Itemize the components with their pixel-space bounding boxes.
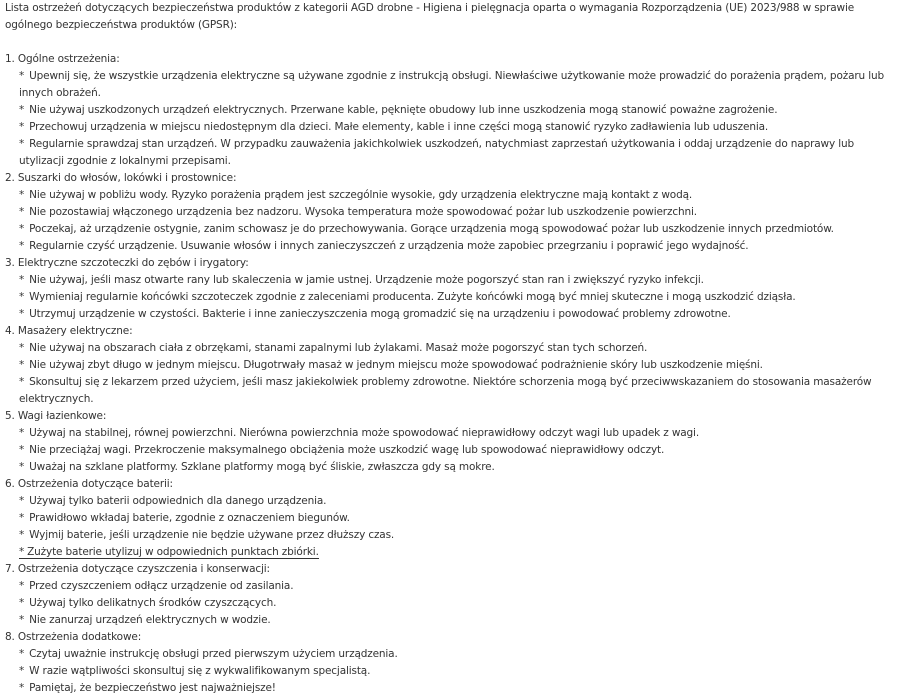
list-item [5, 204, 891, 221]
list-item-text: Prawidłowo wkładaj baterie, zgodnie z oznaczeniem biegunów. [29, 512, 350, 524]
bullet-asterisk: * [19, 461, 25, 473]
list-item-text: W razie wątpliwości skonsultuj się z wykwalifikowanym specjalistą. [29, 665, 371, 677]
bullet-asterisk: * [19, 597, 25, 609]
bullet-asterisk: * [19, 342, 25, 354]
list-item [5, 459, 891, 476]
list-item-text: Czytaj uważnie instrukcję obsługi przed pierwszym użyciem urządzenia. [29, 648, 398, 660]
bullet-asterisk: * [19, 665, 25, 677]
list-item-text: Nie używaj uszkodzonych urządzeń elektrycznych. Przerwane kable, pęknięte obudowy lub inne uszkodzenia mogą stanowić poważne zagrożenie. [29, 104, 778, 116]
bullet-asterisk: * [19, 121, 25, 133]
list-item-text: Przechowuj urządzenia w miejscu niedostępnym dla dzieci. Małe elementy, kable i inne części mogą stanowić ryzyko zadławienia lub uduszenia. [29, 121, 769, 133]
bullet-asterisk: * [19, 104, 25, 116]
list-item-text: Regularnie sprawdzaj stan urządzeń. W przypadku zauważenia jakichkolwiek uszkodzeń, natychmiast zaprzestań użytkowania i oddaj urządzenie do naprawy lub utylizacji zgodnie z lokalnymi przepisami. [19, 138, 855, 167]
bullet-asterisk: * [19, 274, 25, 286]
list-item [5, 340, 891, 357]
list-item-text: Przed czyszczeniem odłącz urządzenie od zasilania. [29, 580, 294, 592]
list-item-text: Używaj tylko baterii odpowiednich dla danego urządzenia. [29, 495, 327, 507]
list-item-text: Nie używaj, jeśli masz otwarte rany lub skaleczenia w jamie ustnej. Urządzenie może pogorszyć stan ran i zwiększyć ryzyko infekcji. [29, 274, 704, 286]
list-item-text: Regularnie czyść urządzenie. Usuwanie włosów i innych zanieczyszczeń z urządzenia może zapobiec przegrzaniu i poprawić jego wydajność. [29, 240, 749, 252]
list-item-text: Nie zanurzaj urządzeń elektrycznych w wodzie. [29, 614, 271, 626]
bullet-asterisk: * [19, 529, 25, 541]
list-item [5, 221, 891, 238]
list-item-text: Skonsultuj się z lekarzem przed użyciem, jeśli masz jakiekolwiek problemy zdrowotne. Niektóre schorzenia mogą być przeciwwskazaniem do stosowania masażerów elektrycznych. [19, 376, 872, 405]
section-title: 3. Elektryczne szczoteczki do zębów i irygatory: [5, 257, 249, 269]
bullet-asterisk: * [19, 189, 25, 201]
list-item-text: Pamiętaj, że bezpieczeństwo jest najważniejsze! [29, 682, 276, 694]
list-item [5, 238, 891, 255]
bullet-asterisk: * [19, 444, 25, 456]
list-item [5, 187, 891, 204]
list-item-text: Nie pozostawiaj włączonego urządzenia bez nadzoru. Wysoka temperatura może spowodować pożar lub uszkodzenie powierzchni. [29, 206, 697, 218]
list-item [5, 68, 891, 102]
bullet-asterisk: * [19, 614, 25, 626]
list-item-text: Zużyte baterie utylizuj w odpowiednich punktach zbiórki. [27, 546, 319, 558]
list-item [5, 136, 891, 170]
list-item [5, 612, 891, 629]
list-item [5, 578, 891, 595]
list-item-text: Poczekaj, aż urządzenie ostygnie, zanim schowasz je do przechowywania. Gorące urządzenia mogą spowodować pożar lub uszkodzenie innych przedmiotów. [29, 223, 834, 235]
list-item-text: Nie używaj zbyt długo w jednym miejscu. Długotrwały masaż w jednym miejscu może spowodować podrażnienie skóry lub uszkodzenie mięśni. [29, 359, 763, 371]
list-item-text: Uważaj na szklane platformy. Szklane platformy mogą być śliskie, zwłaszcza gdy są mokre. [29, 461, 495, 473]
list-item [5, 442, 891, 459]
list-item-text: Nie przeciążaj wagi. Przekroczenie maksymalnego obciążenia może uszkodzić wagę lub spowodować nieprawidłowy odczyt. [29, 444, 665, 456]
bullet-asterisk: * [19, 70, 25, 82]
bullet-asterisk: * [19, 648, 25, 660]
section-title: 4. Masażery elektryczne: [5, 325, 133, 337]
bullet-asterisk: * [19, 512, 25, 524]
list-item [5, 272, 891, 289]
list-item-text: Upewnij się, że wszystkie urządzenia elektryczne są używane zgodnie z instrukcją obsługi. Niewłaściwe użytkowanie może prowadzić do porażenia prądem, pożaru lub innych obrażeń. [19, 70, 885, 99]
list-item-text: Wymieniaj regularnie końcówki szczoteczek zgodnie z zaleceniami producenta. Zużyte końcówki mogą być mniej skuteczne i mogą uszkodzić dziąsła. [29, 291, 796, 303]
bullet-asterisk: * [19, 308, 25, 320]
section-title: 1. Ogólne ostrzeżenia: [5, 53, 120, 65]
list-item-text: Nie używaj w pobliżu wody. Ryzyko porażenia prądem jest szczególnie wysokie, gdy urządzenia elektryczne mają kontakt z wodą. [29, 189, 693, 201]
list-item [5, 357, 891, 374]
bullet-asterisk: * [19, 291, 25, 303]
list-item [5, 544, 891, 561]
bullet-asterisk: * [19, 223, 25, 235]
list-item-text: Używaj na stabilnej, równej powierzchni. Nierówna powierzchnia może spowodować nieprawidłowy odczyt wagi lub upadek z wagi. [29, 427, 700, 439]
list-item [5, 646, 891, 663]
list-item [5, 680, 891, 697]
sections-container [5, 51, 891, 697]
bullet-asterisk: * [19, 682, 25, 694]
list-item [5, 425, 891, 442]
list-item [5, 306, 891, 323]
list-item [5, 374, 891, 408]
list-item [5, 510, 891, 527]
list-item [5, 493, 891, 510]
intro-paragraph: Lista ostrzeżeń dotyczących bezpieczeństwa produktów z kategorii AGD drobne - Higiena i pielęgnacja oparta o wymagania Rozporządzenia (UE) 2023/988 w sprawie ogólnego bezpieczeństwa produktów (GPSR): [5, 2, 855, 31]
bullet-asterisk: * [19, 546, 27, 559]
list-item [5, 102, 891, 119]
bullet-asterisk: * [19, 580, 25, 592]
bullet-asterisk: * [19, 240, 25, 252]
list-item [5, 595, 891, 612]
bullet-asterisk: * [19, 359, 25, 371]
section-title: 7. Ostrzeżenia dotyczące czyszczenia i konserwacji: [5, 563, 270, 575]
list-item [5, 289, 891, 306]
bullet-asterisk: * [19, 206, 25, 218]
list-item-text: Wyjmij baterie, jeśli urządzenie nie będzie używane przez dłuższy czas. [29, 529, 395, 541]
bullet-asterisk: * [19, 427, 25, 439]
list-item [5, 663, 891, 680]
list-item-text: Używaj tylko delikatnych środków czyszczących. [29, 597, 277, 609]
section-title: 6. Ostrzeżenia dotyczące baterii: [5, 478, 173, 490]
section-title: 2. Suszarki do włosów, lokówki i prostownice: [5, 172, 237, 184]
bullet-asterisk: * [19, 376, 25, 388]
section-title: 5. Wagi łazienkowe: [5, 410, 107, 422]
list-item-text: Nie używaj na obszarach ciała z obrzękami, stanami zapalnymi lub żylakami. Masaż może pogorszyć stan tych schorzeń. [29, 342, 648, 354]
list-item-text: Utrzymuj urządzenie w czystości. Bakterie i inne zanieczyszczenia mogą gromadzić się na urządzeniu i powodować problemy zdrowotne. [29, 308, 731, 320]
list-item [5, 119, 891, 136]
list-item [5, 527, 891, 544]
bullet-asterisk: * [19, 495, 25, 507]
bullet-asterisk: * [19, 138, 25, 150]
section-title: 8. Ostrzeżenia dodatkowe: [5, 631, 142, 643]
